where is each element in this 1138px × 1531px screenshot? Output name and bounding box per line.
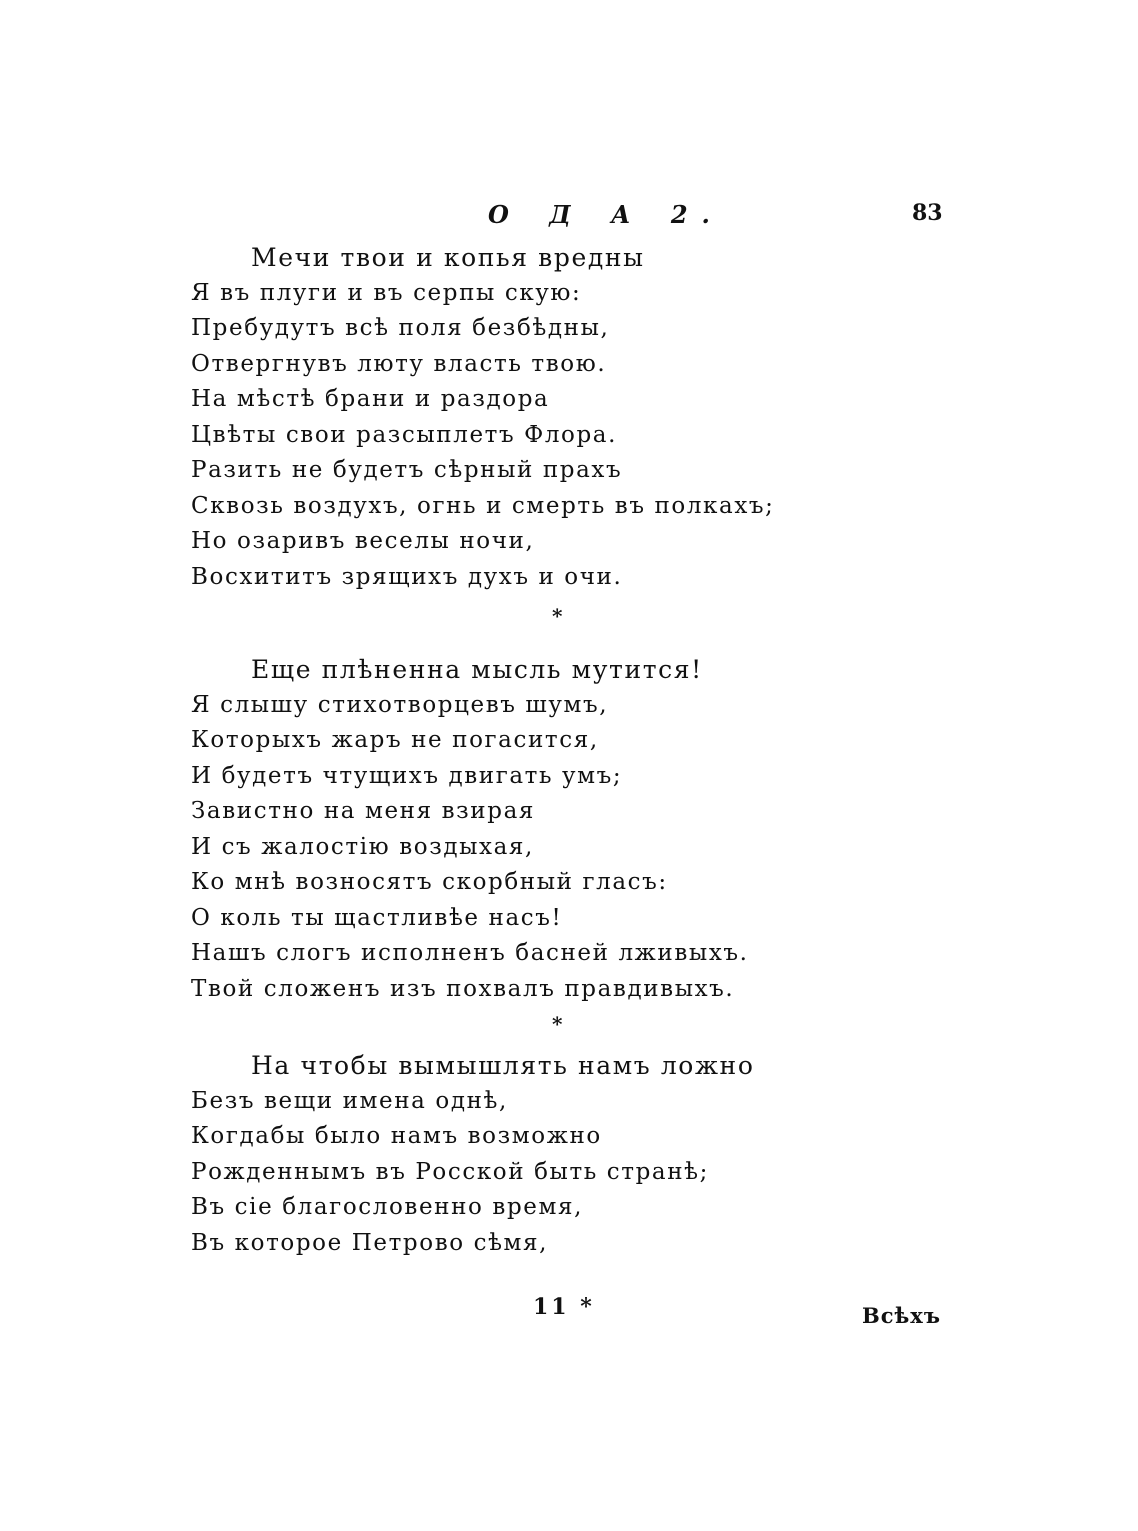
verse-line: На чтобы вымышлять намъ ложно — [251, 1051, 755, 1080]
verse-line: Въ которое Петрово сѣмя, — [191, 1229, 549, 1256]
verse-line: Безъ вещи имена однѣ, — [191, 1087, 508, 1114]
verse-line: Цвѣты свои разсыплетъ Флора. — [191, 421, 618, 448]
page-number: 83 — [912, 200, 943, 226]
verse-line: И будетъ чтущихъ двигать умъ; — [191, 762, 623, 789]
verse-line: Нашъ слогъ исполненъ басней лживыхъ. — [191, 940, 749, 966]
verse-line: На мѣстѣ брани и раздора — [191, 386, 550, 412]
stanza-1 — [191, 240, 831, 595]
verse-line: Разить не будетъ сѣрный прахъ — [191, 457, 623, 483]
verse-line: Которыхъ жаръ не погасится, — [191, 727, 599, 753]
verse-line: Когдабы было намъ возможно — [191, 1123, 602, 1149]
verse-line: Восхититъ зрящихъ духъ и очи. — [191, 563, 623, 590]
verse-line: Сквозь воздухъ, огнь и смерть въ полкахъ; — [191, 492, 775, 519]
stanza-3 — [191, 1048, 831, 1261]
verse-line: Отвергнувъ люту власть твою. — [191, 350, 607, 377]
verse-line: Въ сіе благословенно время, — [191, 1194, 583, 1220]
stanza-divider: * — [552, 1012, 563, 1036]
stanza-2 — [191, 652, 831, 1007]
verse-line: Я въ плуги и въ серпы скую: — [191, 279, 582, 306]
verse-line: Мечи твои и копья вредны — [251, 243, 645, 272]
verse-line: Твой сложенъ изъ похвалъ правдивыхъ. — [191, 975, 735, 1002]
running-title: О Д А 2. — [488, 200, 724, 229]
verse-line: Еще плѣненна мысль мутится! — [251, 655, 703, 684]
catchword: Всѣхъ — [862, 1303, 941, 1328]
signature-mark: 11 * — [533, 1294, 595, 1320]
verse-line: Но озаривъ веселы ночи, — [191, 528, 535, 554]
verse-line: Я слышу стихотворцевъ шумъ, — [191, 691, 609, 718]
verse-line: Завистно на меня взирая — [191, 798, 535, 824]
verse-line: И съ жалостію воздыхая, — [191, 833, 534, 860]
verse-line: Ко мнѣ возносятъ скорбный гласъ: — [191, 869, 668, 895]
verse-line: О коль ты щастливѣе насъ! — [191, 904, 563, 931]
verse-line: Рожденнымъ въ Росской быть странѣ; — [191, 1158, 709, 1185]
verse-line: Пребудутъ всѣ поля безбѣдны, — [191, 315, 610, 341]
stanza-divider: * — [552, 604, 563, 628]
